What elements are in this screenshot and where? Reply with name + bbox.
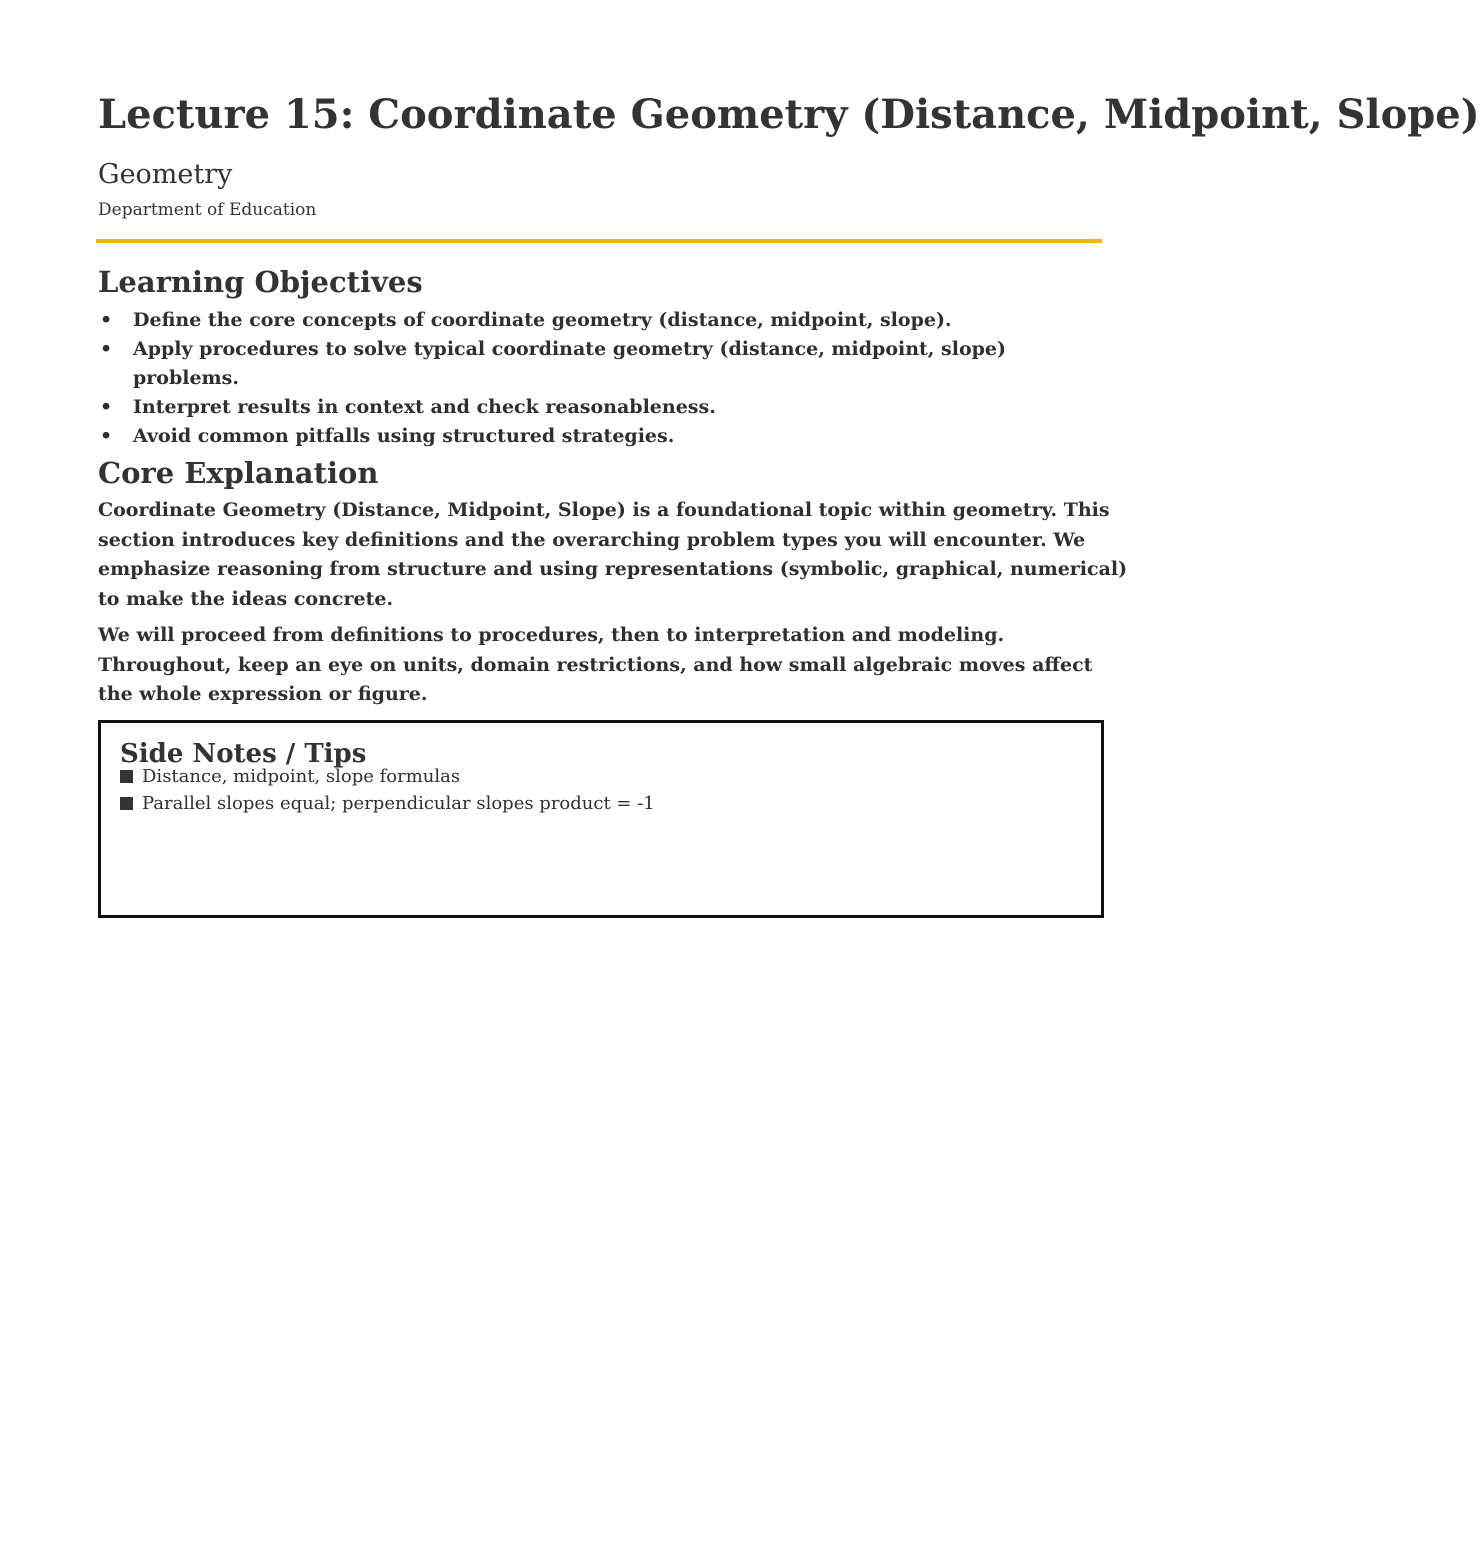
bullet-icon: • bbox=[100, 396, 113, 418]
department-label: Department of Education bbox=[98, 200, 317, 220]
core-explanation-heading: Core Explanation bbox=[98, 456, 379, 490]
learning-objectives-heading: Learning Objectives bbox=[98, 265, 423, 299]
list-item bbox=[118, 790, 655, 817]
list-item bbox=[98, 422, 1098, 451]
objective-text: Define the core concepts of coordinate geometry (distance, midpoint, slope). bbox=[133, 309, 952, 331]
bullet-icon: • bbox=[100, 425, 113, 447]
bullet-icon: • bbox=[100, 338, 113, 360]
side-notes-list bbox=[118, 763, 655, 817]
learning-objectives-list bbox=[98, 306, 1098, 451]
objective-text: Interpret results in context and check reasonableness. bbox=[133, 396, 716, 418]
square-bullet-icon bbox=[120, 770, 133, 783]
core-paragraph: Coordinate Geometry (Distance, Midpoint, Slope) is a foundational topic within geometry. This section introduces key definitions and the overarching problem types you will encounter. We emphasize reasoning from structure and using representations (symbolic, graphical, numerical) to make the ideas concrete. bbox=[98, 499, 1128, 610]
bullet-icon: • bbox=[100, 309, 113, 331]
side-note-text: Distance, midpoint, slope formulas bbox=[142, 766, 461, 787]
accent-divider bbox=[96, 239, 1102, 243]
side-note-text: Parallel slopes equal; perpendicular slopes product = -1 bbox=[142, 793, 655, 814]
core-paragraph: We will proceed from definitions to procedures, then to interpretation and modeling. Throughout, keep an eye on units, domain restrictions, and how small algebraic moves affect the whole expression or figure. bbox=[98, 624, 1093, 705]
subject-subtitle: Geometry bbox=[98, 159, 233, 190]
objective-text: Apply procedures to solve typical coordinate geometry (distance, midpoint, slope) problems. bbox=[133, 338, 1006, 389]
list-item bbox=[98, 335, 1098, 393]
side-notes-box bbox=[98, 720, 1104, 918]
objective-text: Avoid common pitfalls using structured strategies. bbox=[133, 425, 675, 447]
list-item bbox=[98, 393, 1098, 422]
list-item bbox=[98, 306, 1098, 335]
side-notes-heading: Side Notes / Tips bbox=[120, 739, 367, 769]
page-title: Lecture 15: Coordinate Geometry (Distance, Midpoint, Slope) bbox=[98, 91, 1480, 138]
list-item bbox=[118, 763, 655, 790]
square-bullet-icon bbox=[120, 797, 133, 810]
